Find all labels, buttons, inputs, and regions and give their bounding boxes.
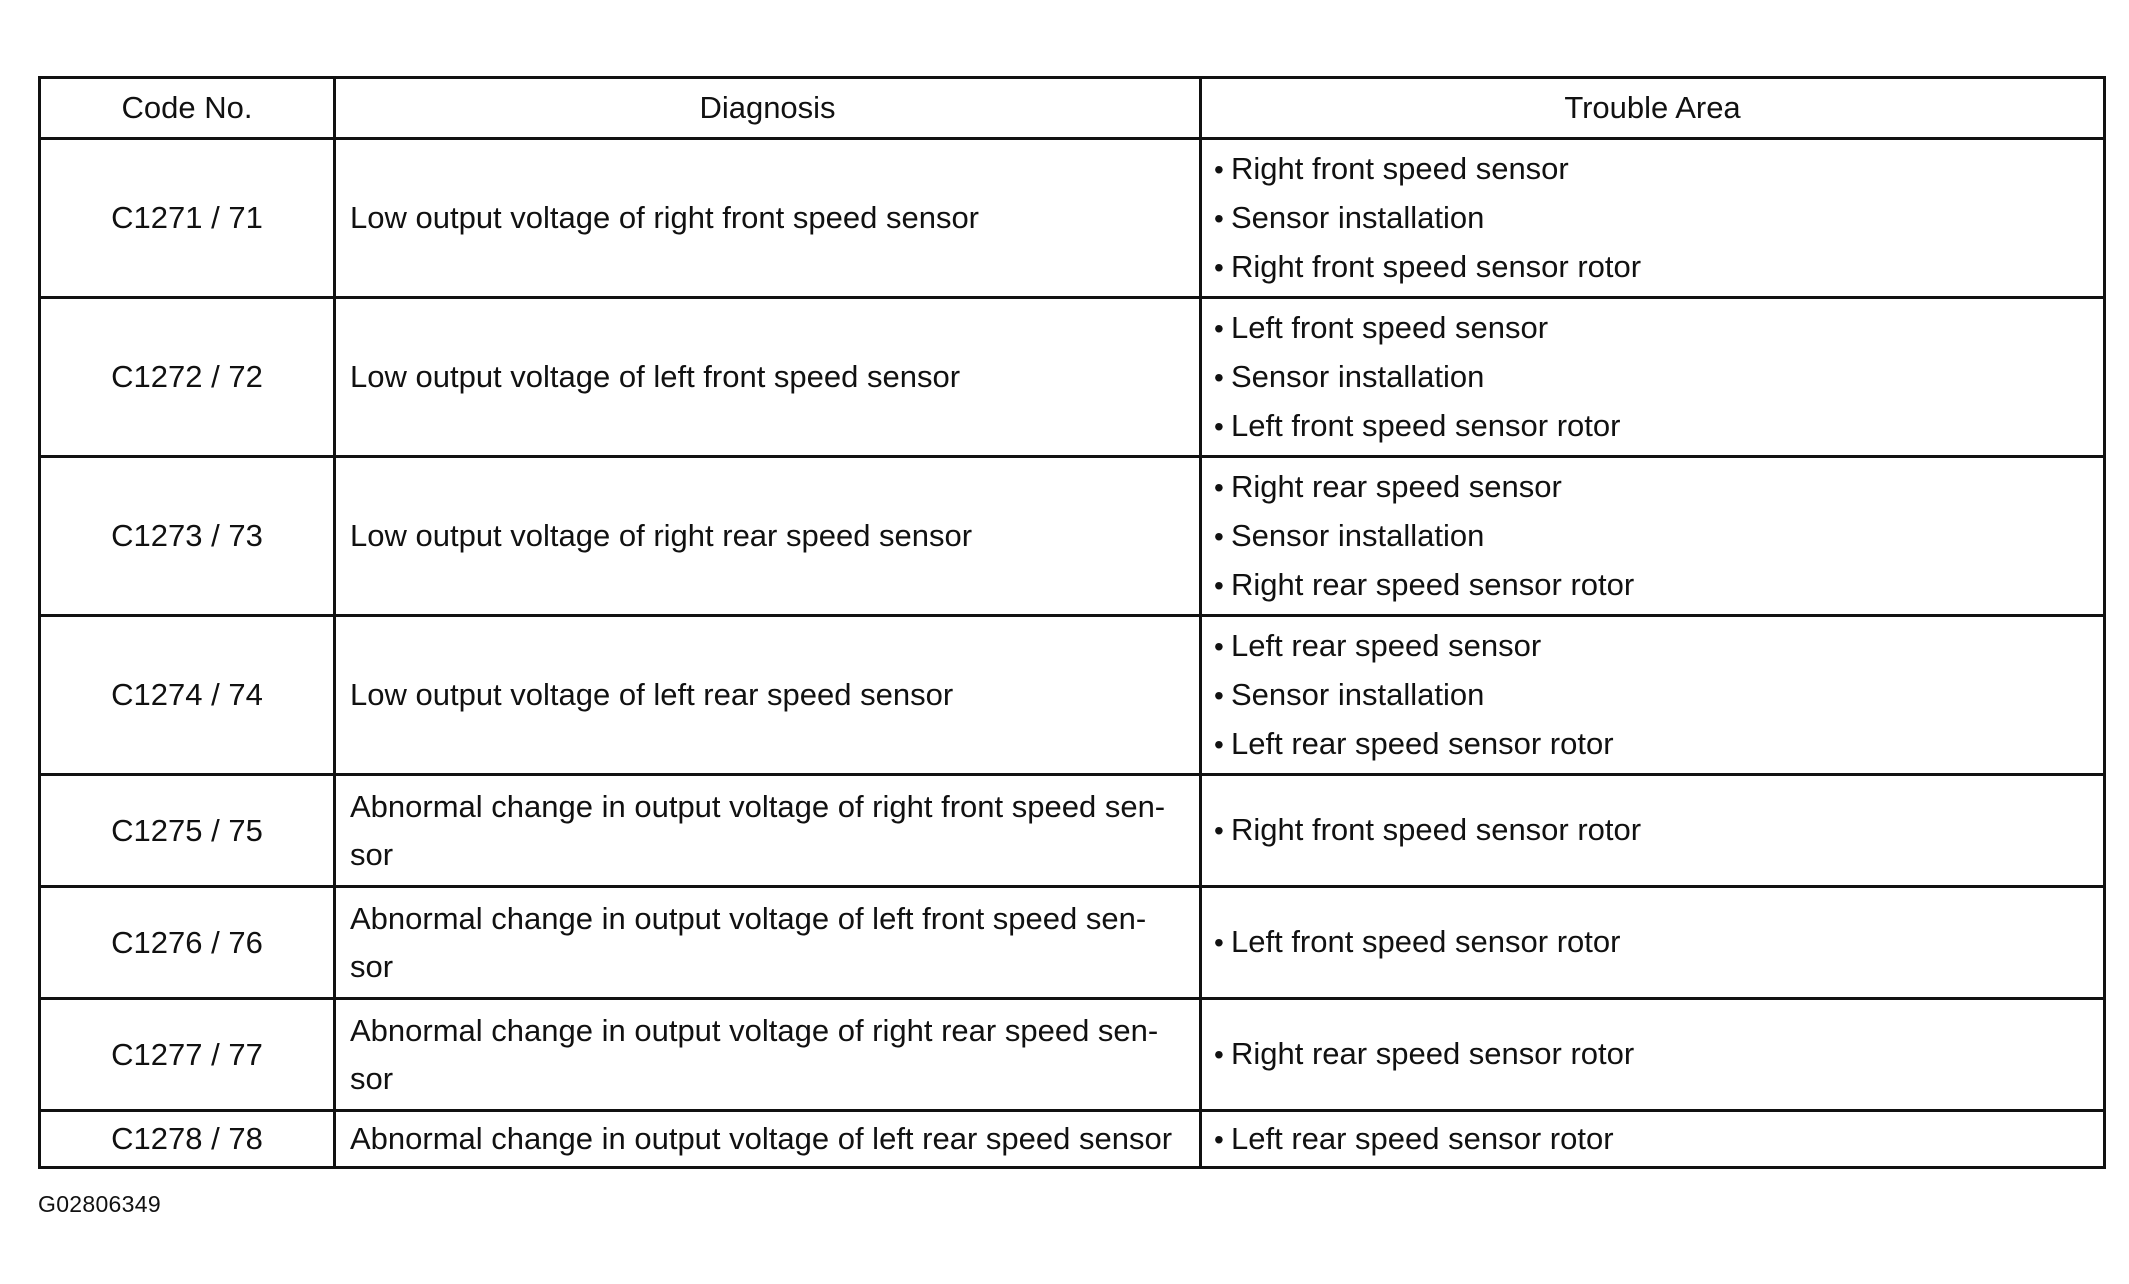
trouble-area-list — [1214, 463, 2103, 610]
table-row — [40, 457, 2105, 616]
bullet-icon: • — [1214, 153, 1224, 185]
code-no-cell: C1276 / 76 — [40, 887, 335, 999]
trouble-area-cell — [1201, 887, 2105, 999]
bullet-icon: • — [1214, 410, 1224, 442]
table-row — [40, 139, 2105, 298]
bullet-icon: • — [1214, 471, 1224, 503]
trouble-area-cell — [1201, 1111, 2105, 1168]
bullet-icon: • — [1214, 361, 1224, 393]
code-no-cell: C1274 / 74 — [40, 616, 335, 775]
trouble-area-item — [1214, 622, 2103, 671]
trouble-area-list — [1214, 145, 2103, 292]
bullet-icon: • — [1214, 815, 1224, 846]
trouble-area-text: Right rear speed sensor rotor — [1231, 566, 1635, 602]
diagnosis-cell: Abnormal change in output voltage of left rear speed sensor — [335, 1111, 1201, 1168]
trouble-area-list — [1214, 1030, 2103, 1079]
header-code-no: Code No. — [40, 78, 335, 139]
trouble-area-item — [1214, 806, 2103, 855]
table-row — [40, 775, 2105, 887]
trouble-area-text: Left rear speed sensor rotor — [1231, 1120, 1614, 1156]
diagnosis-cell: Low output voltage of left rear speed sensor — [335, 616, 1201, 775]
trouble-area-text: Left front speed sensor — [1231, 309, 1549, 345]
trouble-area-item — [1214, 720, 2103, 769]
bullet-icon: • — [1214, 520, 1224, 552]
trouble-area-text: Right front speed sensor rotor — [1231, 812, 1642, 847]
diagnosis-cell: Low output voltage of left front speed sensor — [335, 298, 1201, 457]
trouble-area-text: Sensor installation — [1231, 199, 1485, 235]
trouble-area-cell — [1201, 616, 2105, 775]
trouble-area-text: Left front speed sensor rotor — [1231, 407, 1621, 443]
code-no-cell: C1272 / 72 — [40, 298, 335, 457]
trouble-area-item — [1214, 512, 2103, 561]
bullet-icon: • — [1214, 630, 1224, 662]
trouble-area-cell — [1201, 775, 2105, 887]
diagnosis-cell: Abnormal change in output voltage of right front speed sen- sor — [335, 775, 1201, 887]
bullet-icon: • — [1214, 1123, 1224, 1155]
bullet-icon: • — [1214, 202, 1224, 234]
bullet-icon: • — [1214, 1039, 1224, 1070]
dtc-table — [38, 76, 2106, 1169]
trouble-area-cell — [1201, 999, 2105, 1111]
trouble-area-item — [1214, 1030, 2103, 1079]
bullet-icon: • — [1214, 251, 1224, 283]
table-header-row — [40, 78, 2105, 139]
trouble-area-text: Right front speed sensor — [1231, 150, 1569, 186]
trouble-area-list — [1214, 304, 2103, 451]
trouble-area-item — [1214, 671, 2103, 720]
bullet-icon: • — [1214, 927, 1224, 958]
trouble-area-list — [1214, 918, 2103, 967]
trouble-area-list — [1214, 622, 2103, 769]
trouble-area-item — [1214, 463, 2103, 512]
code-no-cell: C1275 / 75 — [40, 775, 335, 887]
bullet-icon: • — [1214, 679, 1224, 711]
figure-id: G02806349 — [38, 1191, 161, 1217]
table-row — [40, 887, 2105, 999]
code-no-cell: C1277 / 77 — [40, 999, 335, 1111]
diagnosis-cell: Abnormal change in output voltage of right rear speed sen- sor — [335, 999, 1201, 1111]
trouble-area-text: Right rear speed sensor rotor — [1231, 1036, 1635, 1071]
diagnosis-cell: Abnormal change in output voltage of left front speed sen- sor — [335, 887, 1201, 999]
trouble-area-text: Sensor installation — [1231, 517, 1485, 553]
trouble-area-text: Right front speed sensor rotor — [1231, 248, 1642, 284]
trouble-area-item — [1214, 243, 2103, 292]
trouble-area-text: Sensor installation — [1231, 676, 1485, 712]
code-no-cell: C1278 / 78 — [40, 1111, 335, 1168]
table-row — [40, 999, 2105, 1111]
trouble-area-item — [1214, 918, 2103, 967]
bullet-icon: • — [1214, 312, 1224, 344]
trouble-area-text: Sensor installation — [1231, 358, 1485, 394]
trouble-area-item — [1214, 561, 2103, 610]
bullet-icon: • — [1214, 569, 1224, 601]
trouble-area-item — [1214, 194, 2103, 243]
trouble-area-text: Left front speed sensor rotor — [1231, 924, 1621, 959]
trouble-area-text: Right rear speed sensor — [1231, 468, 1562, 504]
diagnosis-cell: Low output voltage of right front speed sensor — [335, 139, 1201, 298]
header-diagnosis: Diagnosis — [335, 78, 1201, 139]
header-trouble-area: Trouble Area — [1201, 78, 2105, 139]
table-body — [40, 139, 2105, 1168]
bullet-icon: • — [1214, 728, 1224, 760]
table-row — [40, 298, 2105, 457]
trouble-area-list — [1214, 1115, 2103, 1164]
table-row — [40, 1111, 2105, 1168]
trouble-area-item — [1214, 402, 2103, 451]
trouble-area-item — [1214, 304, 2103, 353]
trouble-area-text: Left rear speed sensor rotor — [1231, 725, 1614, 761]
trouble-area-list — [1214, 806, 2103, 855]
trouble-area-item — [1214, 145, 2103, 194]
trouble-area-cell — [1201, 298, 2105, 457]
code-no-cell: C1271 / 71 — [40, 139, 335, 298]
trouble-area-item — [1214, 353, 2103, 402]
code-no-cell: C1273 / 73 — [40, 457, 335, 616]
trouble-area-item — [1214, 1115, 2103, 1164]
trouble-area-cell — [1201, 139, 2105, 298]
trouble-area-text: Left rear speed sensor — [1231, 627, 1542, 663]
table-row — [40, 616, 2105, 775]
diagnosis-cell: Low output voltage of right rear speed sensor — [335, 457, 1201, 616]
trouble-area-cell — [1201, 457, 2105, 616]
